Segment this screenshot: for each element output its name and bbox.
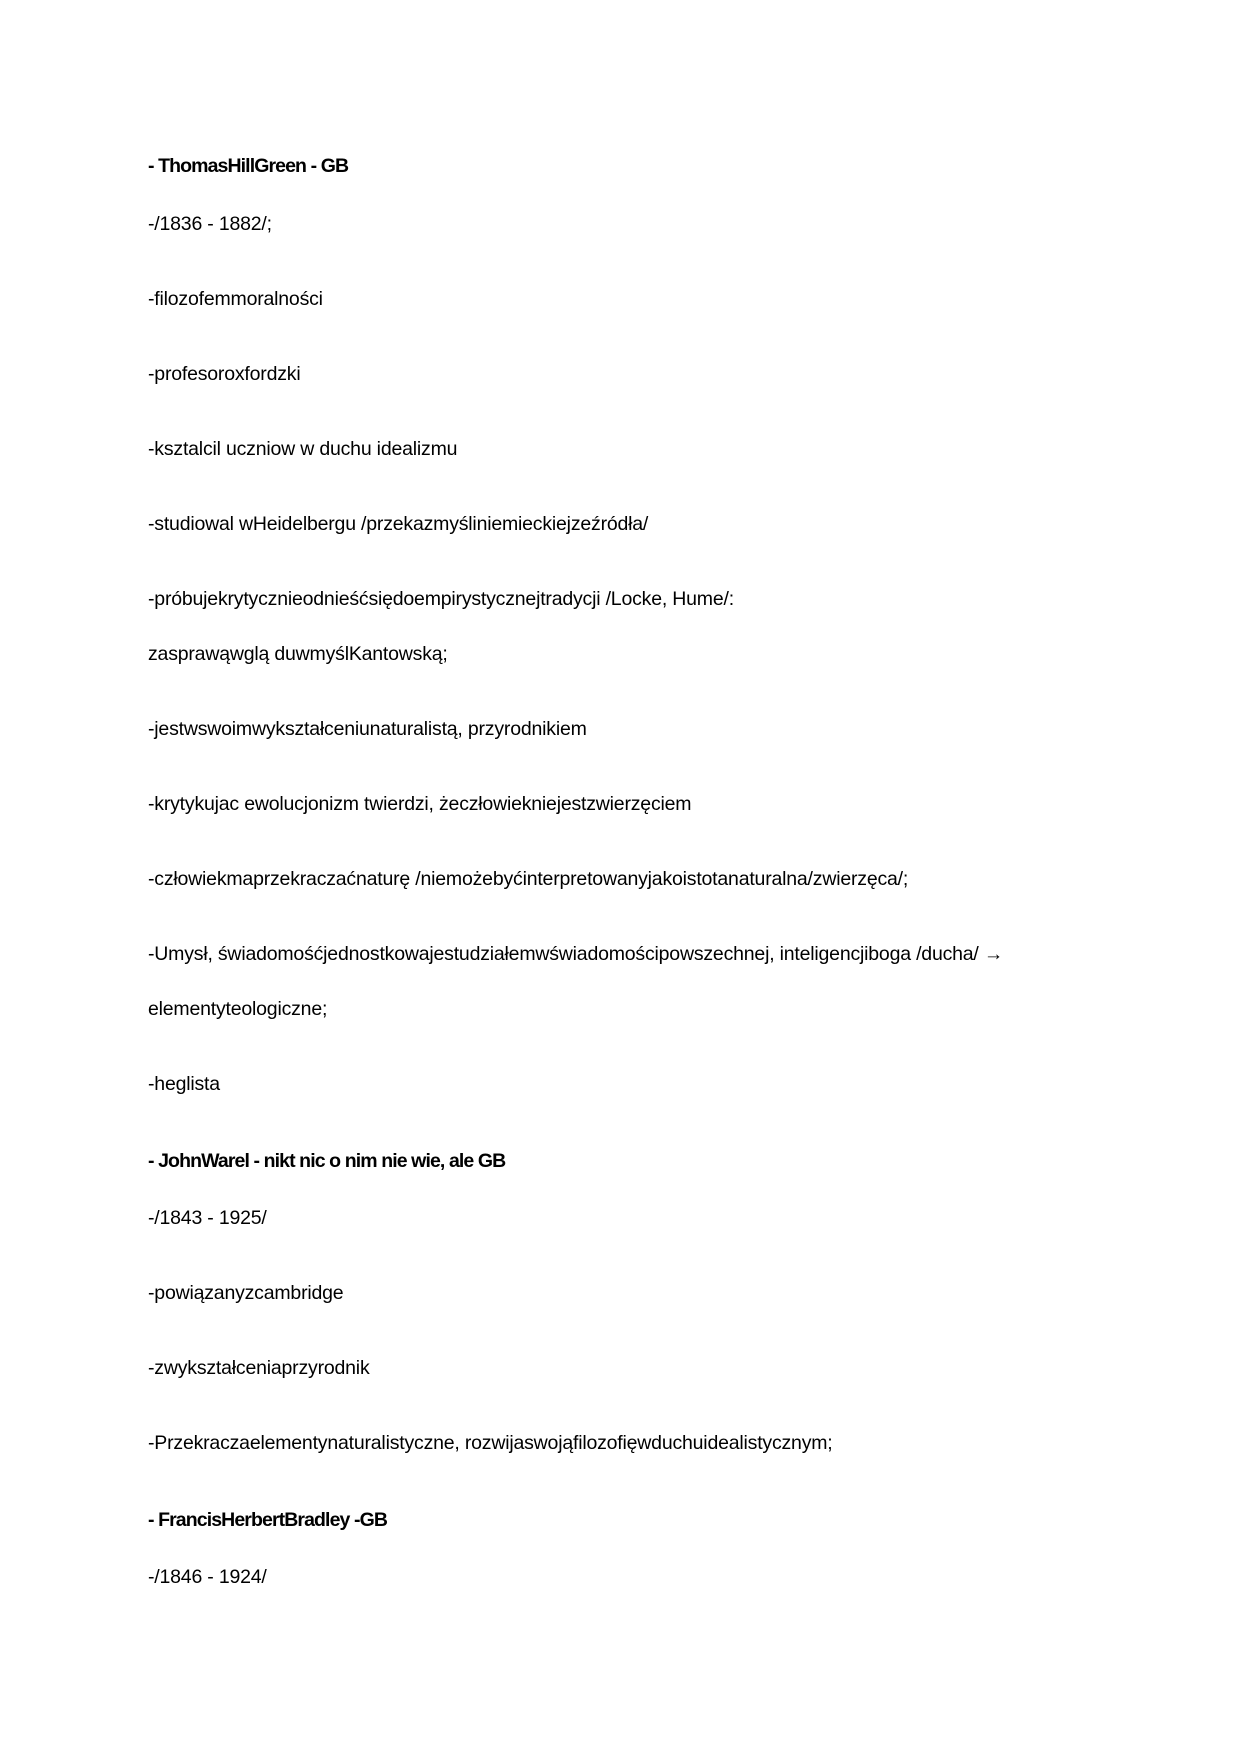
text-line: -krytykujac ewolucjonizm twierdzi, żeczłowiekniejestzwierzęciem	[148, 793, 692, 815]
text-line: zasprawąwglą duwmyślKantowską;	[148, 643, 448, 665]
text-line: elementyteologiczne;	[148, 998, 328, 1020]
text-line: -studiowal wHeidelbergu /przekazmyśliniemieckiejzeźródła/	[148, 513, 649, 535]
text-line: -próbujekrytycznieodnieśćsiędoempirystycznejtradycji /Locke, Hume/:	[148, 588, 734, 610]
text-line: -filozofemmoralności	[148, 288, 323, 310]
text-line: -powiązanyzcambridge	[148, 1282, 344, 1304]
heading-warel: - JohnWarel - nikt nic o nim nie wie, ale GB	[148, 1150, 506, 1172]
text-line: -/1836 - 1882/;	[148, 213, 272, 235]
text-line: -Przekraczaelementynaturalistyczne, rozwijaswojąfilozofięwduchuidealistycznym;	[148, 1432, 833, 1454]
heading-green: - ThomasHillGreen - GB	[148, 155, 349, 177]
text-line: -zwykształceniaprzyrodnik	[148, 1357, 370, 1379]
text-line: -człowiekmaprzekraczaćnaturę /niemożebyćinterpretowanyjakoistotanaturalna/zwierzęca/;	[148, 868, 909, 890]
text-line: -/1846 - 1924/	[148, 1566, 267, 1588]
text-line: -ksztalcil uczniow w duchu idealizmu	[148, 438, 458, 460]
text-line: -Umysł, świadomośćjednostkowajestudziałemwświadomościpowszechnej, inteligencjiboga /ducha/ →	[148, 943, 1004, 965]
text-line: -jestwswoimwykształceniunaturalistą, przyrodnikiem	[148, 718, 587, 740]
text-line: -heglista	[148, 1073, 220, 1095]
heading-bradley: - FrancisHerbertBradley -GB	[148, 1509, 388, 1531]
text-line: -/1843 - 1925/	[148, 1207, 267, 1229]
text-line: -profesoroxfordzki	[148, 363, 301, 385]
